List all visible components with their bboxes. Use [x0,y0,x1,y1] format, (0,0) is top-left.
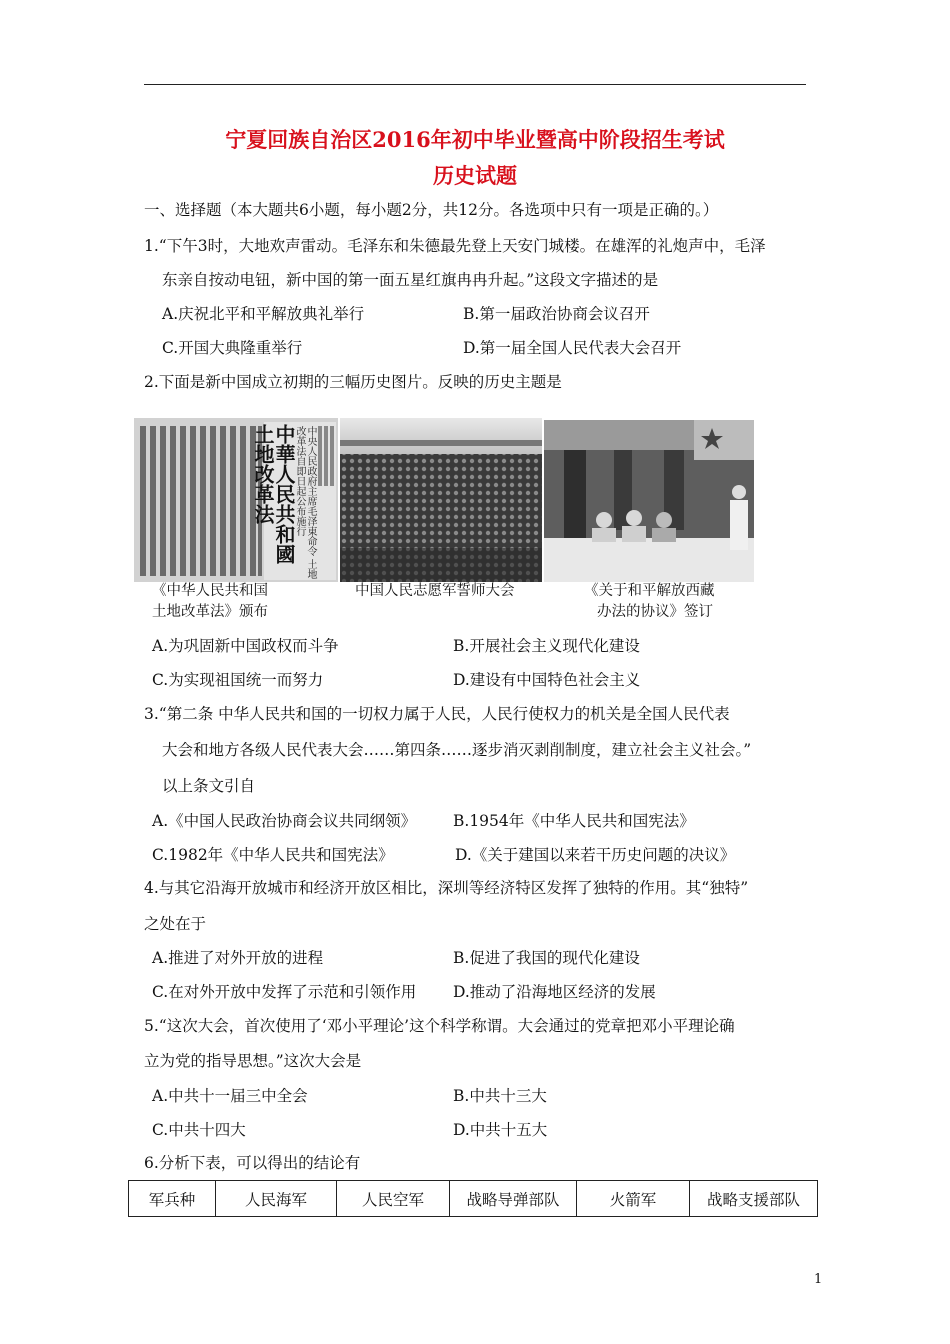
table-cell: 人民海军 [216,1181,337,1217]
q1-stem-line2: 东亲自按动电钮，新中国的第一面五星红旗冉冉升起。”这段文字描述的是 [162,271,659,289]
q4-option-c: C.在对外开放中发挥了示范和引领作用 [152,983,417,1001]
q5-option-c: C.中共十四大 [152,1121,246,1139]
q4-option-a: A.推进了对外开放的进程 [152,949,324,967]
q3-option-d: D.《关于建国以来若干历史问题的决议》 [455,846,736,864]
table-cell: 战略导弹部队 [450,1181,577,1217]
q1-option-a: A.庆祝北平和平解放典礼举行 [162,305,365,323]
q5-stem-line1: 5.“这次大会，首次使用了‘邓小平理论’这个科学称谓。大会通过的党章把邓小平理论确 [144,1017,735,1035]
q2-option-a: A.为巩固新中国政权而斗争 [152,637,339,655]
q3-stem-line2: 大会和地方各级人民代表大会……第四条……逐步消灭剥削制度，建立社会主义社会。” [162,741,752,759]
q1-option-d: D.第一届全国人民代表大会召开 [463,339,682,357]
q6-stem: 6.分析下表，可以得出的结论有 [144,1154,361,1172]
table-cell: 火箭军 [577,1181,690,1217]
q4-option-b: B.促进了我国的现代化建设 [453,949,640,967]
q2-option-d: D.建设有中国特色社会主义 [453,671,641,689]
volunteer-army-rally-image [340,418,542,582]
page-number: 1 [814,1272,823,1287]
q3-stem-line1: 3.“第二条 中华人民共和国的一切权力属于人民，人民行使权力的机关是全国人民代表 [144,705,730,723]
land-reform-newspaper-image [134,418,338,582]
q4-stem-line2: 之处在于 [144,915,207,933]
q3-option-c: C.1982年《中华人民共和国宪法》 [152,846,394,864]
q3-option-b: B.1954年《中华人民共和国宪法》 [453,812,695,830]
header-rule [144,84,806,85]
table-cell: 军兵种 [129,1181,216,1217]
q1-option-c: C.开国大典隆重举行 [162,339,303,357]
q5-option-a: A.中共十一届三中全会 [152,1087,308,1105]
q4-stem-line1: 4.与其它沿海开放城市和经济开放区相比，深圳等经济特区发挥了独特的作用。其“独特” [144,879,749,897]
q4-option-d: D.推动了沿海地区经济的发展 [453,983,656,1001]
q5-stem-line2: 立为党的指导思想。”这次大会是 [144,1052,362,1070]
newspaper-subhead: 中央人民政府主席毛泽東命令 土地改革法自即日起公布施行 [294,426,316,580]
q3-option-a: A.《中国人民政治协商会议共同纲领》 [152,812,417,830]
q1-option-b: B.第一届政治协商会议召开 [463,305,650,323]
q1-stem-line1: 1.“下午3时，大地欢声雷动。毛泽东和朱德最先登上天安门城楼。在雄浑的礼炮声中，毛泽 [144,237,766,255]
q2-option-b: B.开展社会主义现代化建设 [453,637,640,655]
q5-option-b: B.中共十三大 [453,1087,547,1105]
tibet-agreement-signing-image [544,420,754,582]
caption-tibet-line1: 《关于和平解放西藏 [584,583,715,599]
caption-tibet-line2: 办法的协议》签订 [597,604,713,620]
q2-stem: 2.下面是新中国成立初期的三幅历史图片。反映的历史主题是 [144,373,562,391]
military-branches-table [128,1180,818,1217]
table-cell: 战略支援部队 [690,1181,818,1217]
q5-option-d: D.中共十五大 [453,1121,548,1139]
caption-land-reform-line1: 《中华人民共和国 [152,583,268,599]
page-title: 宁夏回族自治区2016年初中毕业暨高中阶段招生考试 [225,127,725,152]
q2-option-c: C.为实现祖国统一而努力 [152,671,324,689]
q3-stem-line3: 以上条文引自 [162,777,256,795]
page-subtitle: 历史试题 [433,163,517,188]
caption-land-reform-line2: 土地改革法》颁布 [152,604,268,620]
section-heading: 一、选择题（本大题共6小题，每小题2分，共12分。各选项中只有一项是正确的。） [144,201,719,219]
caption-volunteer-army: 中国人民志愿军誓师大会 [355,583,515,599]
table-cell: 人民空军 [337,1181,450,1217]
newspaper-headline: 中華人民共和國土地改革法 [251,424,296,564]
table-row [129,1181,818,1217]
